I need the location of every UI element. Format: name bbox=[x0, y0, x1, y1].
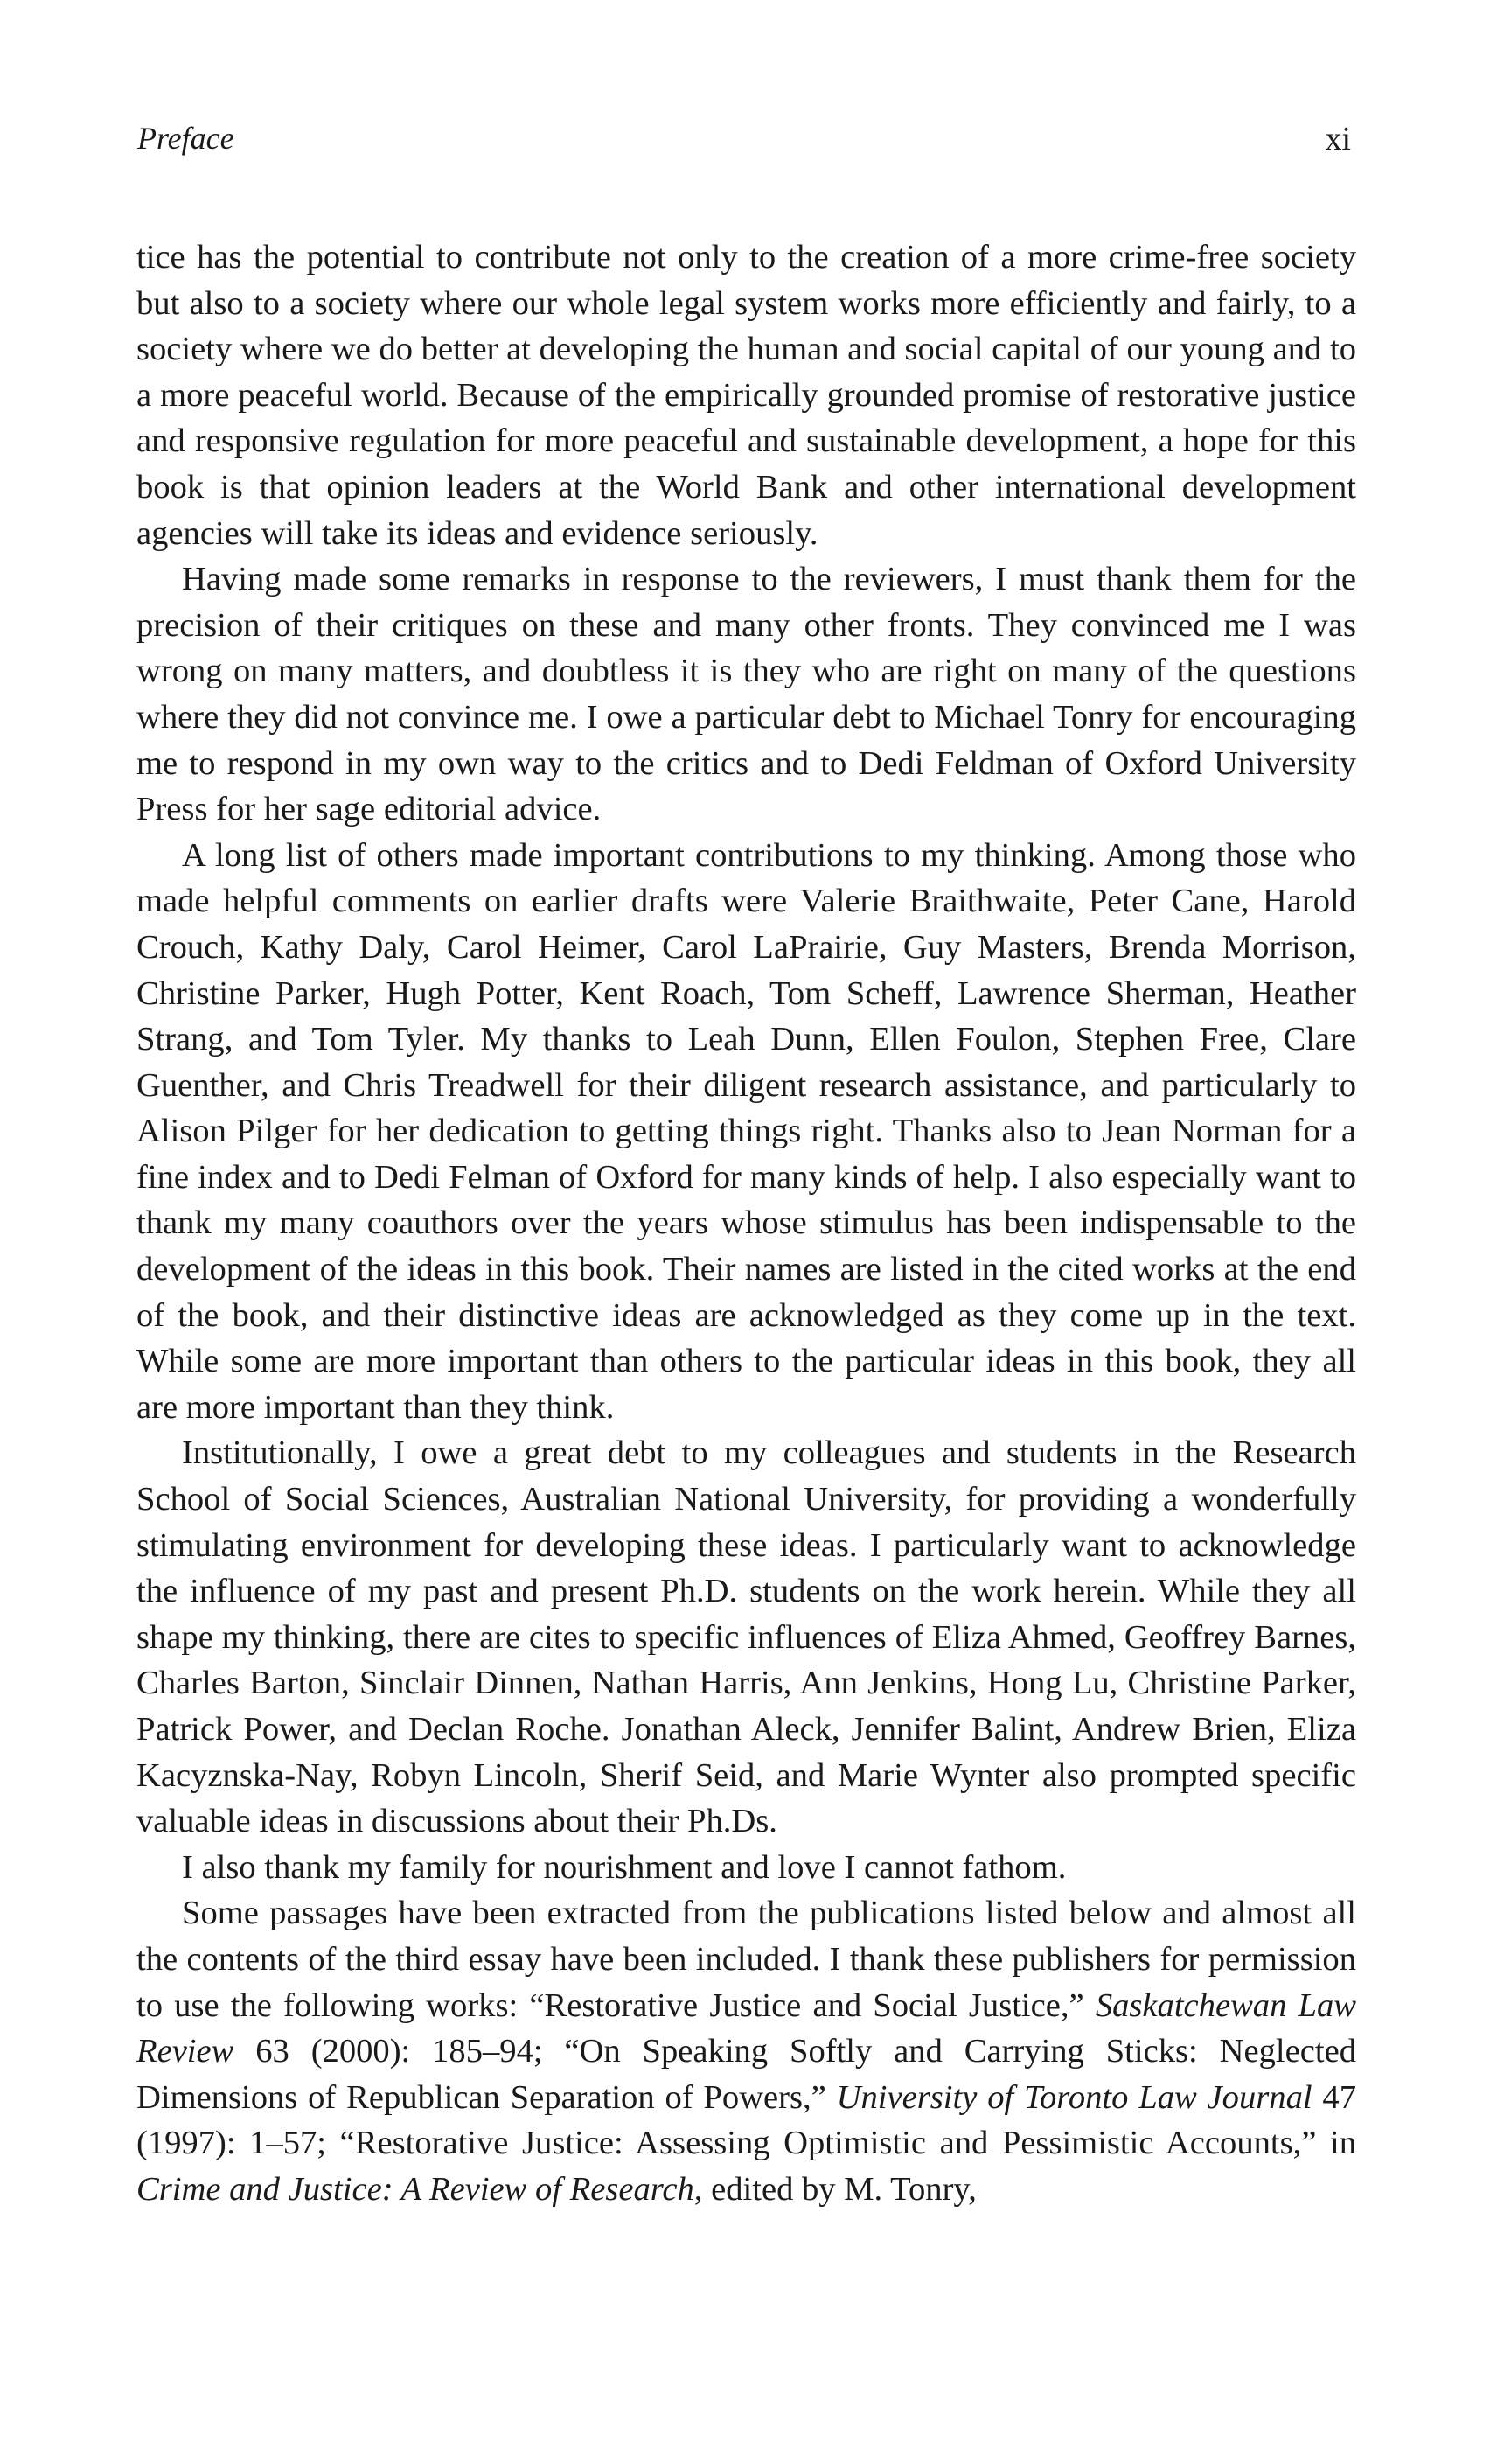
book-title-crime-and-justice: Crime and Justice: A Review of Research bbox=[136, 2170, 694, 2208]
body-text bbox=[136, 234, 1356, 2213]
paragraph-family: I also thank my family for nourishment and love I cannot fathom. bbox=[182, 1848, 1067, 1886]
paragraph-reviewers-thanks: Having made some remarks in response to the reviewers, I must thank them for the precision of their critiques on these and many other fronts. They convinced me I was wrong on many matters, and doubtless it is they who are right on many of the questions where they did not convince me. I owe a particular debt to Michael Tonry for encouraging me to respond in my own way to the critics and to Dedi Feldman of Oxford University Press for her sage editorial advice. bbox=[136, 561, 1356, 828]
permissions-text-4: , edited by M. Tonry, bbox=[693, 2170, 977, 2208]
journal-title-toronto: University of Toronto Law Journal bbox=[836, 2078, 1312, 2116]
permissions-text-2: 63 (2000): 185–94; “On Speaking Softly and Carrying Sticks: Neglected Dimensions of Republican Separation of Powers,” bbox=[136, 2033, 1356, 2116]
paragraph-continued: tice has the potential to contribute not only to the creation of a more crime-free society but also to a society where our whole legal system works more efficiently and fairly, to a society where we do better at developing the human and social capital of our young and to a more peaceful world. Because of the empirically grounded promise of restorative justice and responsive regulation for more peaceful and sustainable development, a hope for this book is that opinion leaders at the World Bank and other international development agencies will take its ideas and evidence seriously. bbox=[136, 239, 1356, 552]
paragraph-institutional: Institutionally, I owe a great debt to my colleagues and students in the Research School of Social Sciences, Australian National University, for providing a wonderfully stimulating environment for developing these ideas. I particularly want to acknowledge the influence of my past and present Ph.D. students on the work herein. While they all shape my thinking, there are cites to specific influences of Eliza Ahmed, Geoffrey Barnes, Charles Barton, Sinclair Dinnen, Nathan Harris, Ann Jenkins, Hong Lu, Christine Parker, Patrick Power, and Declan Roche. Jonathan Aleck, Jennifer Balint, Andrew Brien, Eliza Kacyznska-Nay, Robyn Lincoln, Sherif Seid, and Marie Wynter also prompted specific valuable ideas in discussions about their Ph.Ds. bbox=[136, 1434, 1356, 1840]
running-head-title: Preface bbox=[137, 121, 234, 156]
paragraph-permissions bbox=[136, 1890, 1356, 2212]
permissions-text-3: 47 (1997): 1–57; “Restorative Justice: Assessing Optimistic and Pessimistic Accounts,” in bbox=[136, 2078, 1356, 2162]
page-number: xi bbox=[1325, 121, 1351, 157]
journal-title-saskatchewan: Saskatchewan Law Review bbox=[136, 1986, 1357, 2070]
paragraph-contributors: A long list of others made important contributions to my thinking. Among those who made helpful comments on earlier drafts were Valerie Braithwaite, Peter Cane, Harold Crouch, Kathy Daly, Carol Heimer, Carol LaPrairie, Guy Masters, Brenda Morrison, Christine Parker, Hugh Potter, Kent Roach, Tom Scheff, Lawrence Sherman, Heather Strang, and Tom Tyler. My thanks to Leah Dunn, Ellen Foulon, Stephen Free, Clare Guenther, and Chris Treadwell for their diligent research assistance, and particularly to Alison Pilger for her dedication to getting things right. Thanks also to Jean Norman for a fine index and to Dedi Felman of Oxford for many kinds of help. I also especially want to thank my many coauthors over the years whose stimulus has been indispensable to the development of the ideas in this book. Their names are listed in the cited works at the end of the book, and their distinctive ideas are acknowledged as they come up in the text. While some are more important than others to the particular ideas in this book, they all are more important than they think. bbox=[136, 836, 1356, 1426]
permissions-text-1: Some passages have been extracted from the publications listed below and almost all the contents of the third essay have been included. I thank these publishers for permission to use the following works: “Restorative Justice and Social Justice,” bbox=[136, 1895, 1356, 2024]
